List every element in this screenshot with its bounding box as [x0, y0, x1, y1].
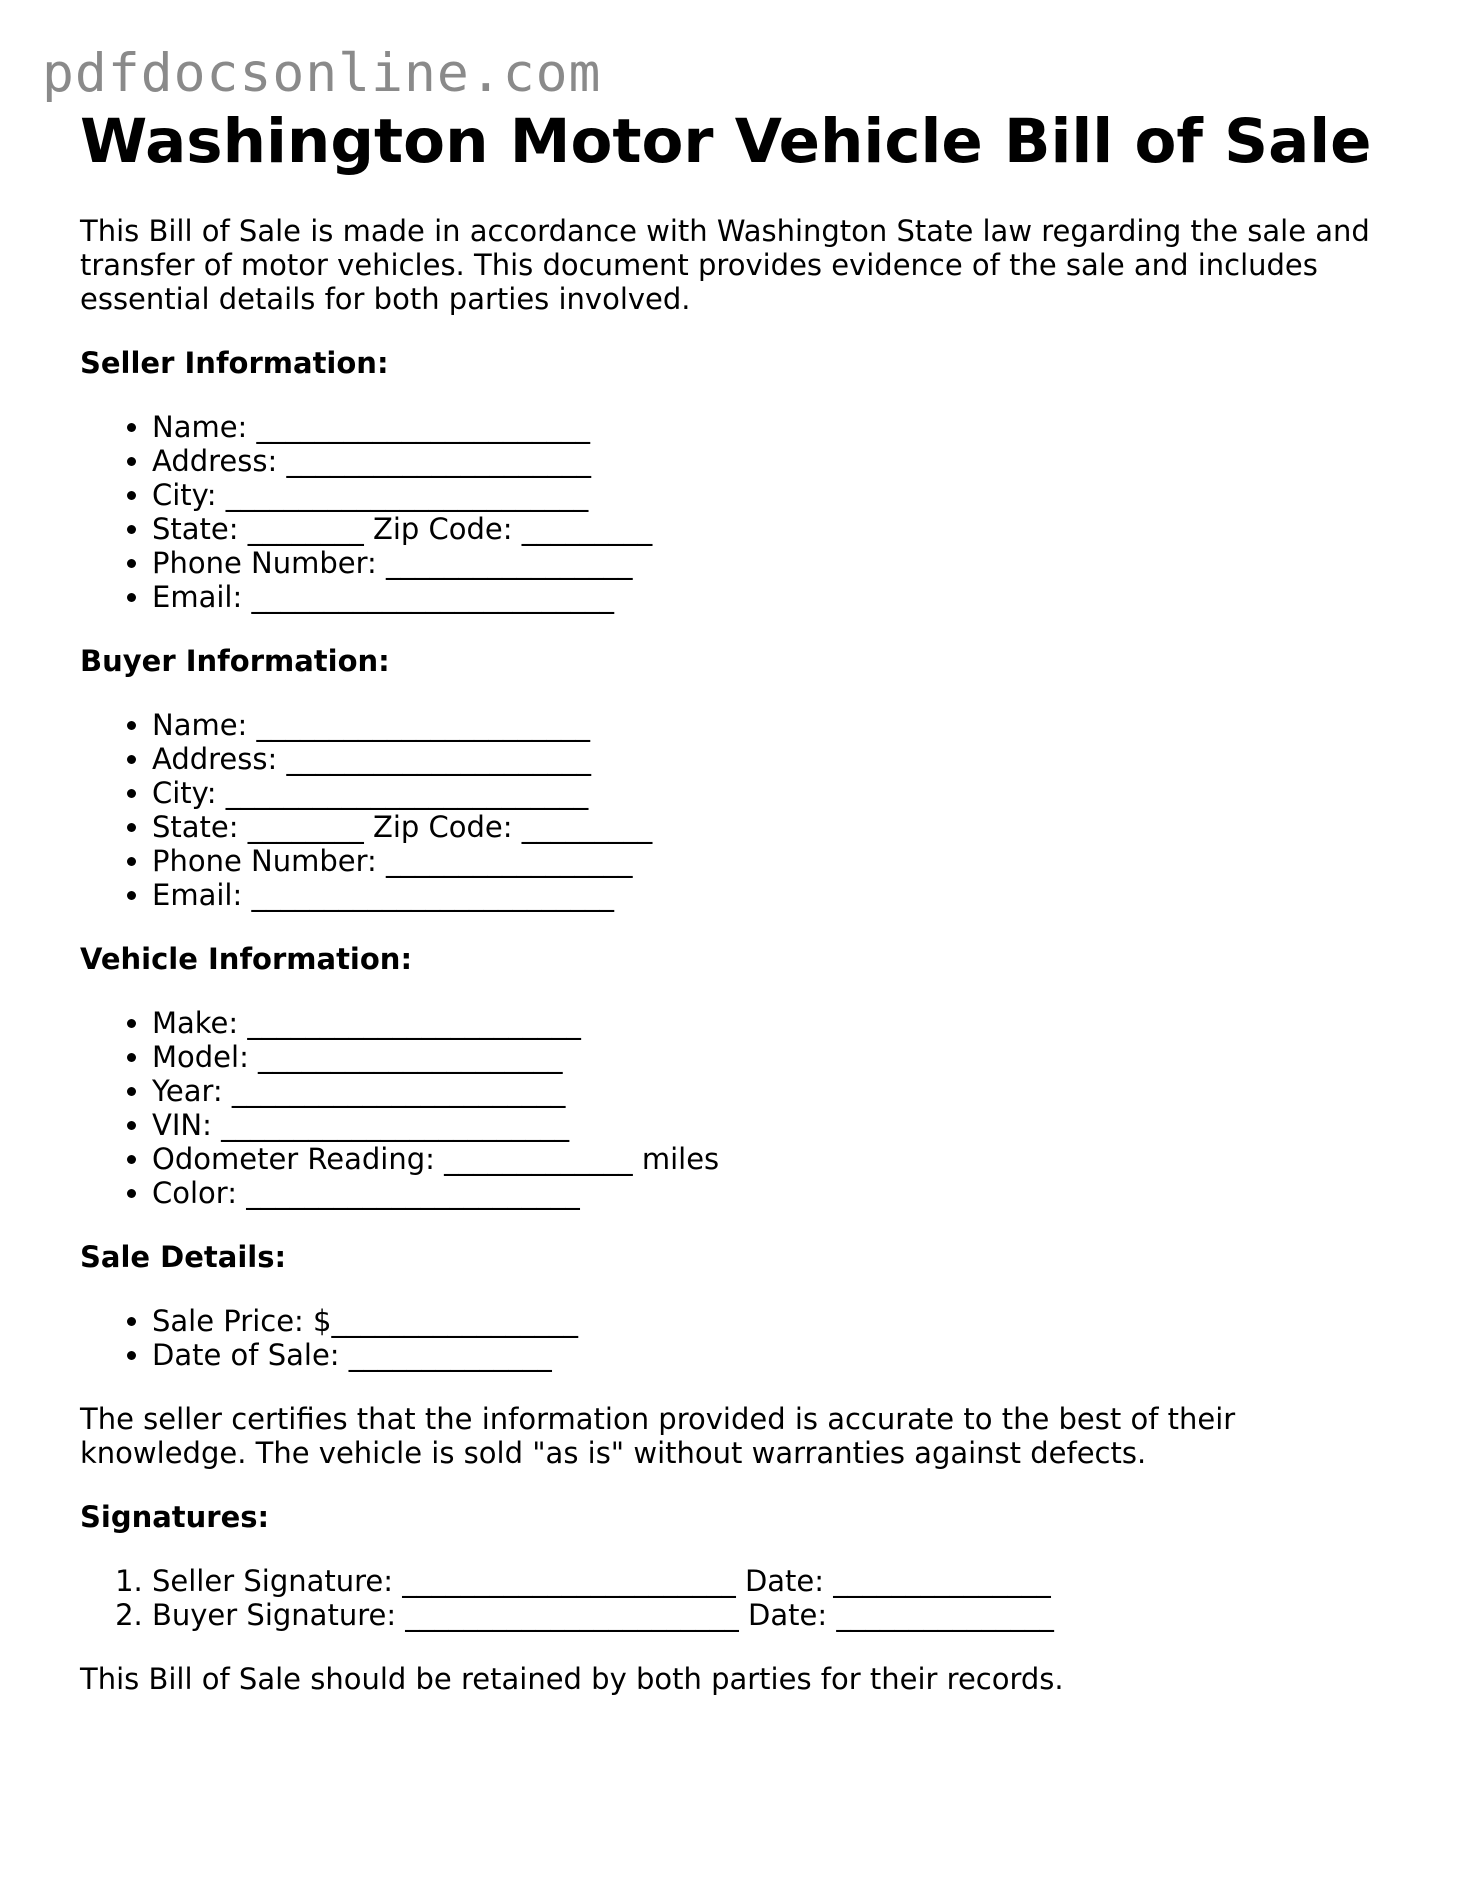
buyer-address-field: • Address: _____________________ — [152, 742, 1390, 776]
intro-paragraph: This Bill of Sale is made in accordance with Washington State law regarding the sale and transfer of motor vehicles. This document provides evidence of the sale and includes essential details for both parties involved. — [80, 214, 1370, 316]
seller-state-zip-field: • State: ________ Zip Code: _________ — [152, 512, 1390, 546]
watermark: pdfdocsonline.com — [42, 43, 602, 104]
buyer-city-field: • City: _________________________ — [152, 776, 1390, 810]
seller-heading: Seller Information: — [80, 346, 389, 380]
vehicle-model-field: • Model: _____________________ — [152, 1040, 1390, 1074]
document-title: Washington Motor Vehicle Bill of Sale — [80, 106, 1372, 177]
seller-signature-line: 1. Seller Signature: _______________________ Date: _______________ — [152, 1564, 1390, 1598]
buyer-state-zip-field: • State: ________ Zip Code: _________ — [152, 810, 1390, 844]
vehicle-vin-field: • VIN: ________________________ — [152, 1108, 1390, 1142]
sale-date-field: • Date of Sale: ______________ — [152, 1338, 1390, 1372]
seller-email-field: • Email: _________________________ — [152, 580, 1390, 614]
buyer-heading: Buyer Information: — [80, 644, 390, 678]
buyer-email-field: • Email: _________________________ — [152, 878, 1390, 912]
seller-address-field: • Address: _____________________ — [152, 444, 1390, 478]
buyer-field-list — [80, 708, 1390, 912]
document-page — [80, 104, 1390, 1696]
buyer-signature-line: 2. Buyer Signature: _______________________ Date: _______________ — [152, 1598, 1390, 1632]
sale-field-list — [80, 1304, 1390, 1372]
seller-phone-field: • Phone Number: _________________ — [152, 546, 1390, 580]
vehicle-field-list — [80, 1006, 1390, 1210]
vehicle-odometer-field: • Odometer Reading: _____________ miles — [152, 1142, 1390, 1176]
buyer-name-field: • Name: _______________________ — [152, 708, 1390, 742]
certification-paragraph: The seller certifies that the information provided is accurate to the best of their knowledge. The vehicle is sold "as is" without warranties against defects. — [80, 1402, 1236, 1470]
vehicle-heading: Vehicle Information: — [80, 942, 413, 976]
buyer-phone-field: • Phone Number: _________________ — [152, 844, 1390, 878]
seller-city-field: • City: _________________________ — [152, 478, 1390, 512]
retention-paragraph: This Bill of Sale should be retained by both parties for their records. — [80, 1662, 1064, 1696]
sale-heading: Sale Details: — [80, 1240, 287, 1274]
vehicle-make-field: • Make: _______________________ — [152, 1006, 1390, 1040]
sale-price-field: • Sale Price: $_________________ — [152, 1304, 1390, 1338]
seller-name-field: • Name: _______________________ — [152, 410, 1390, 444]
signature-list — [80, 1564, 1390, 1632]
signatures-heading: Signatures: — [80, 1500, 270, 1534]
seller-field-list — [80, 410, 1390, 614]
vehicle-year-field: • Year: _______________________ — [152, 1074, 1390, 1108]
vehicle-color-field: • Color: _______________________ — [152, 1176, 1390, 1210]
